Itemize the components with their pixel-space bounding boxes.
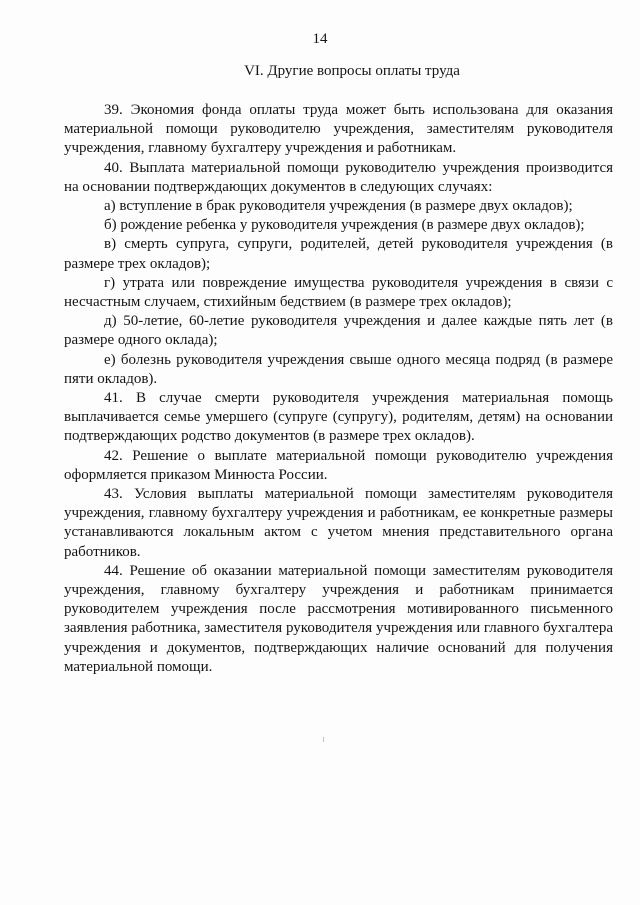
list-item-g: г) утрата или повреждение имущества руководителя учреждения в связи с несчастным случаем, стихийным бедствием (в размере трех окладов); — [64, 274, 613, 311]
scan-speck — [323, 737, 324, 742]
document-body — [64, 101, 613, 677]
section-title: VI. Другие вопросы оплаты труда — [244, 63, 460, 79]
paragraph-44: 44. Решение об оказании материальной помощи заместителям руководителя учреждения, главному бухгалтеру учреждения и работникам принимается руководителем учреждения после рассмотрения мотивированного письменного заявления работника, заместителя руководителя учреждения или главного бухгалтера учреждения и документов, подтверждающих наличие оснований для получения материальной помощи. — [64, 562, 613, 675]
page-number: 14 — [312, 31, 328, 47]
paragraph-41: 41. В случае смерти руководителя учреждения материальная помощь выплачивается семье умершего (супруге (супругу), родителям, детям) на основании подтверждающих родство документов (в размере трех окладов). — [64, 390, 613, 445]
list-item-v: в) смерть супруга, супруги, родителей, детей руководителя учреждения (в размере трех окладов); — [64, 236, 613, 272]
list-item-d: д) 50-летие, 60-летие руководителя учреждения и далее каждые пять лет (в размере одного оклада); — [64, 313, 613, 349]
paragraph-40: 40. Выплата материальной помощи руководителю учреждения производится на основании подтверждающих документов в следующих случаях: — [64, 159, 613, 195]
paragraph-42: 42. Решение о выплате материальной помощи руководителю учреждения оформляется приказом Минюста России. — [64, 447, 613, 483]
list-item-e: е) болезнь руководителя учреждения свыше одного месяца подряд (в размере пяти окладов). — [64, 351, 613, 387]
list-item-a: а) вступление в брак руководителя учреждения (в размере двух окладов); — [104, 198, 573, 215]
list-item-b: б) рождение ребенка у руководителя учреждения (в размере двух окладов); — [104, 217, 585, 234]
paragraph-39: 39. Экономия фонда оплаты труда может быть использована для оказания материальной помощи руководителю учреждения, заместителям руководителя учреждения, главному бухгалтеру учреждения и работникам. — [64, 102, 613, 157]
paragraph-43: 43. Условия выплаты материальной помощи заместителям руководителя учреждения, главному бухгалтеру учреждения и работникам, ее конкретные размеры устанавливаются локальным актом с учетом мнения представительного органа работников. — [64, 486, 613, 560]
